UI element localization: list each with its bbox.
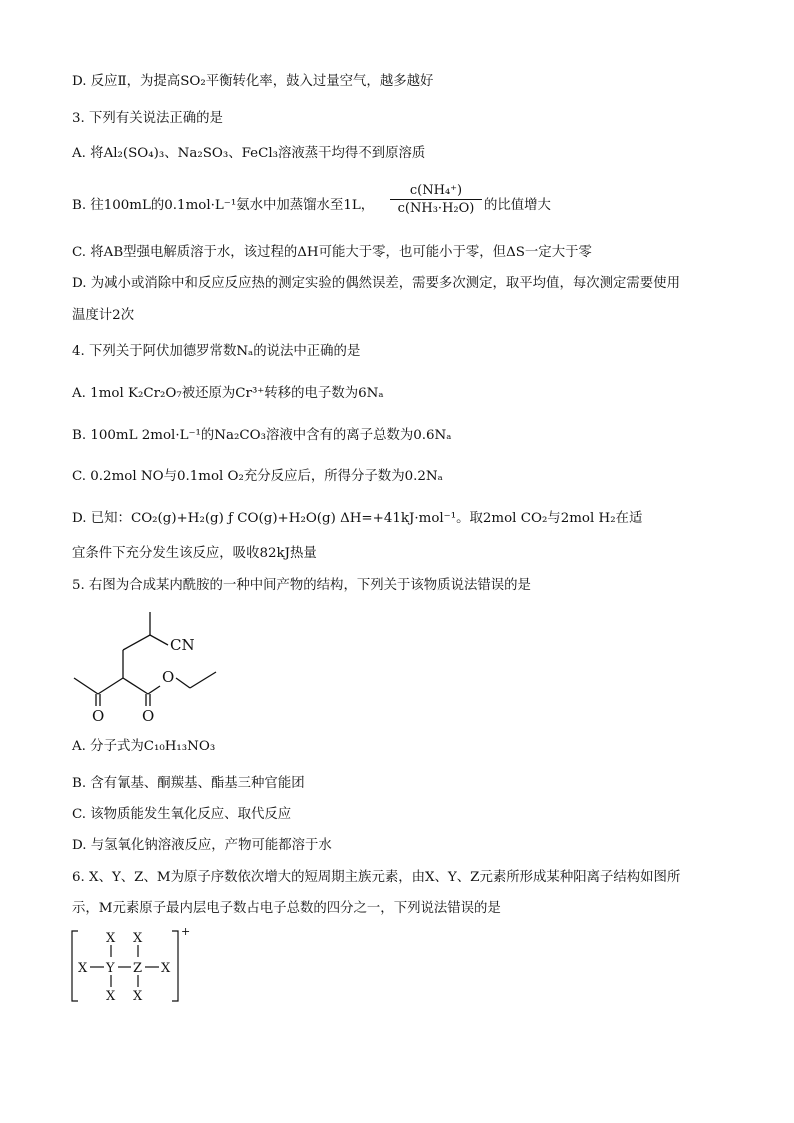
q4-stem: 4. 下列关于阿伏加德罗常数Nₐ的说法中正确的是 (72, 344, 361, 359)
q6-stem-line1: 6. X、Y、Z、M为原子序数依次增大的短周期主族元素，由X、Y、Z元素所形成某种阳离子结构如图所 (72, 870, 681, 885)
ester-carbonyl-oxygen-label: O (142, 707, 155, 725)
x-atom-right: X (161, 961, 171, 976)
z-atom: Z (133, 961, 143, 976)
q5-option-d: D. 与氢氧化钠溶液反应，产物可能都溶于水 (72, 838, 332, 853)
x-atom-top-left: X (106, 931, 116, 946)
x-atom-top-right: X (133, 931, 143, 946)
q3-option-d-line1: D. 为减小或消除中和反应反应热的测定实验的偶然误差，需要多次测定，取平均值，每次测定需要使用 (72, 276, 680, 291)
q3-stem: 3. 下列有关说法正确的是 (72, 111, 223, 126)
q2-option-d: D. 反应Ⅱ，为提高SO₂平衡转化率，鼓入过量空气，越多越好 (72, 74, 434, 89)
q3-option-b-fraction (390, 183, 482, 216)
ketone-oxygen-label: O (92, 707, 105, 725)
q6-stem-line2: 示，M元素原子最内层电子数占电子总数的四分之一，下列说法错误的是 (72, 901, 501, 916)
x-atom-bottom-left: X (106, 989, 116, 1004)
q5-option-c: C. 该物质能发生氧化反应、取代反应 (72, 807, 292, 822)
q5-option-a: A. 分子式为C₁₀H₁₃NO₃ (72, 739, 216, 754)
q3-option-a: A. 将Al₂(SO₄)₃、Na₂SO₃、FeCl₃溶液蒸干均得不到原溶质 (72, 146, 426, 161)
q4-option-c: C. 0.2mol NO与0.1mol O₂充分反应后，所得分子数为0.2Nₐ (72, 469, 443, 484)
q3-option-b-prefix: B. 往100mL的0.1mol·L⁻¹氨水中加蒸馏水至1L， (72, 198, 375, 213)
q3-option-c: C. 将AB型强电解质溶于水，该过程的ΔH可能大于零，也可能小于零，但ΔS一定大于零 (72, 245, 592, 260)
q6-cation-structure (68, 925, 198, 1007)
q4-option-a: A. 1mol K₂Cr₂O₇被还原为Cr³⁺转移的电子数为6Nₐ (72, 386, 384, 401)
q5-stem: 5. 右图为合成某内酰胺的一种中间产物的结构，下列关于该物质说法错误的是 (72, 578, 531, 593)
fraction-denominator: c(NH₃·H₂O) (397, 201, 475, 216)
fraction-numerator: c(NH₄⁺) (409, 183, 463, 198)
y-atom: Y (106, 961, 115, 976)
q3-option-b-suffix: 的比值增大 (484, 198, 551, 213)
q4-option-d-line1: D. 已知：CO₂(g)+H₂(g) ƒ CO(g)+H₂O(g) ΔH=+41kJ·mol⁻¹。取2mol CO₂与2mol H₂在适 (72, 511, 643, 526)
q4-option-d-line2: 宜条件下充分发生该反应，吸收82kJ热量 (72, 546, 317, 561)
q4-option-b: B. 100mL 2mol·L⁻¹的Na₂CO₃溶液中含有的离子总数为0.6Nₐ (72, 428, 452, 443)
ester-oxygen-label: O (162, 668, 175, 686)
x-atom-bottom-right: X (133, 989, 143, 1004)
x-atom-left: X (78, 961, 88, 976)
q3-option-d-line2: 温度计2次 (72, 308, 135, 323)
q5-structure-diagram (60, 600, 240, 728)
fraction-bar (390, 199, 482, 200)
charge-sign: + (181, 925, 191, 938)
q5-option-b: B. 含有氰基、酮羰基、酯基三种官能团 (72, 776, 305, 791)
cyano-label: CN (170, 636, 195, 654)
